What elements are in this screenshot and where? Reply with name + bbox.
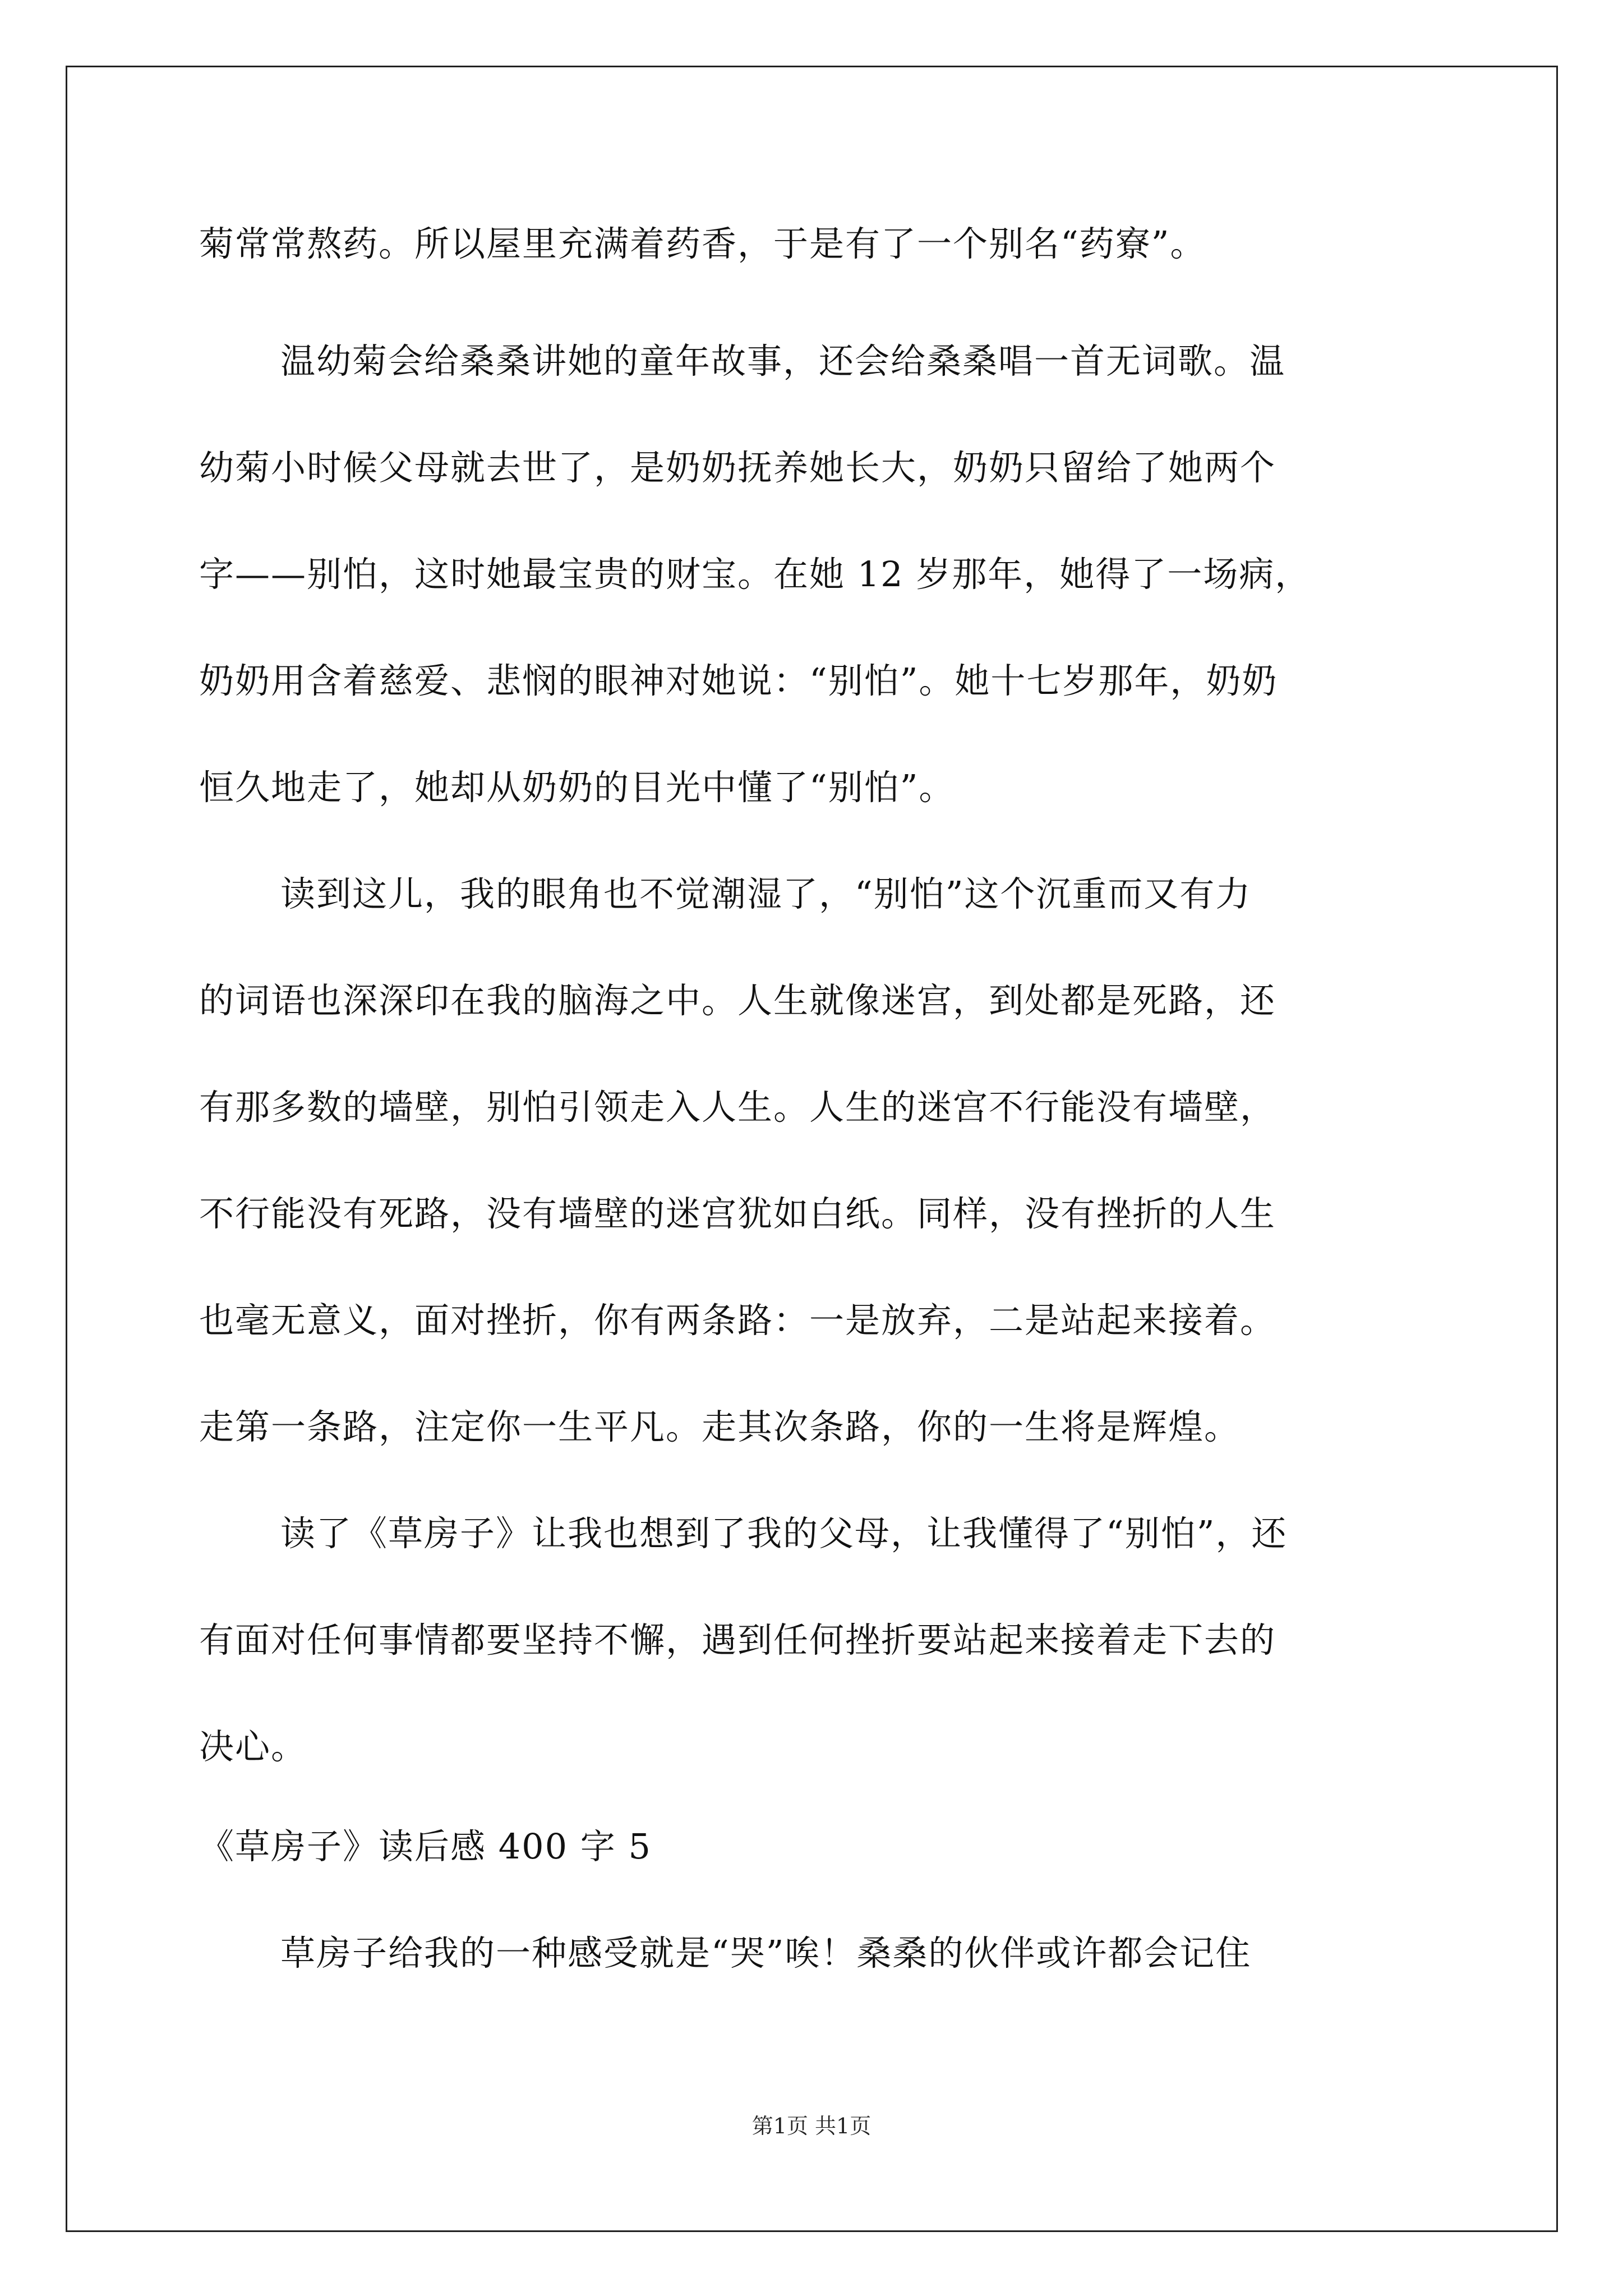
paragraph-line: 恒久地走了，她却从奶奶的目光中懂了“别怕”。 bbox=[199, 767, 955, 808]
paragraph-line: 读到这儿，我的眼角也不觉潮湿了，“别怕”这个沉重而又有力 bbox=[280, 873, 1252, 914]
page-border bbox=[66, 66, 1558, 2232]
paragraph-line: 温幼菊会给桑桑讲她的童年故事，还会给桑桑唱一首无词歌。温 bbox=[280, 341, 1286, 381]
paragraph-line: 奶奶用含着慈爱、悲悯的眼神对她说：“别怕”。她十七岁那年，奶奶 bbox=[199, 660, 1278, 701]
paragraph-line: 的词语也深深印在我的脑海之中。人生就像迷宫，到处都是死路，还 bbox=[199, 980, 1276, 1021]
paragraph-line: 有面对任何事情都要坚持不懈，遇到任何挫折要站起来接着走下去的 bbox=[199, 1619, 1276, 1660]
paragraph-line: 不行能没有死路，没有墙壁的迷宫犹如白纸。同样，没有挫折的人生 bbox=[199, 1193, 1276, 1234]
paragraph-line: 草房子给我的一种感受就是“哭”唉！桑桑的伙伴或许都会记住 bbox=[280, 1932, 1252, 1973]
page-footer: 第1页 共1页 bbox=[751, 2114, 872, 2138]
section-heading: 《草房子》读后感 400 字 5 bbox=[199, 1826, 652, 1867]
paragraph-line: 也毫无意义，面对挫折，你有两条路：一是放弃，二是站起来接着。 bbox=[199, 1300, 1276, 1341]
paragraph-line: 菊常常熬药。所以屋里充满着药香，于是有了一个别名“药寮”。 bbox=[199, 223, 1206, 264]
paragraph-line: 有那多数的墙壁，别怕引领走入人生。人生的迷宫不行能没有墙壁， bbox=[199, 1087, 1276, 1128]
paragraph-line: 走第一条路，注定你一生平凡。走其次条路，你的一生将是辉煌。 bbox=[199, 1406, 1241, 1447]
paragraph-line: 读了《草房子》让我也想到了我的父母，让我懂得了“别怕”，还 bbox=[280, 1513, 1288, 1554]
paragraph-line: 决心。 bbox=[199, 1726, 307, 1767]
paragraph-line: 幼菊小时候父母就去世了，是奶奶抚养她长大，奶奶只留给了她两个 bbox=[199, 447, 1276, 488]
paragraph-line: 字——别怕，这时她最宝贵的财宝。在她 12 岁那年，她得了一场病， bbox=[199, 554, 1311, 595]
